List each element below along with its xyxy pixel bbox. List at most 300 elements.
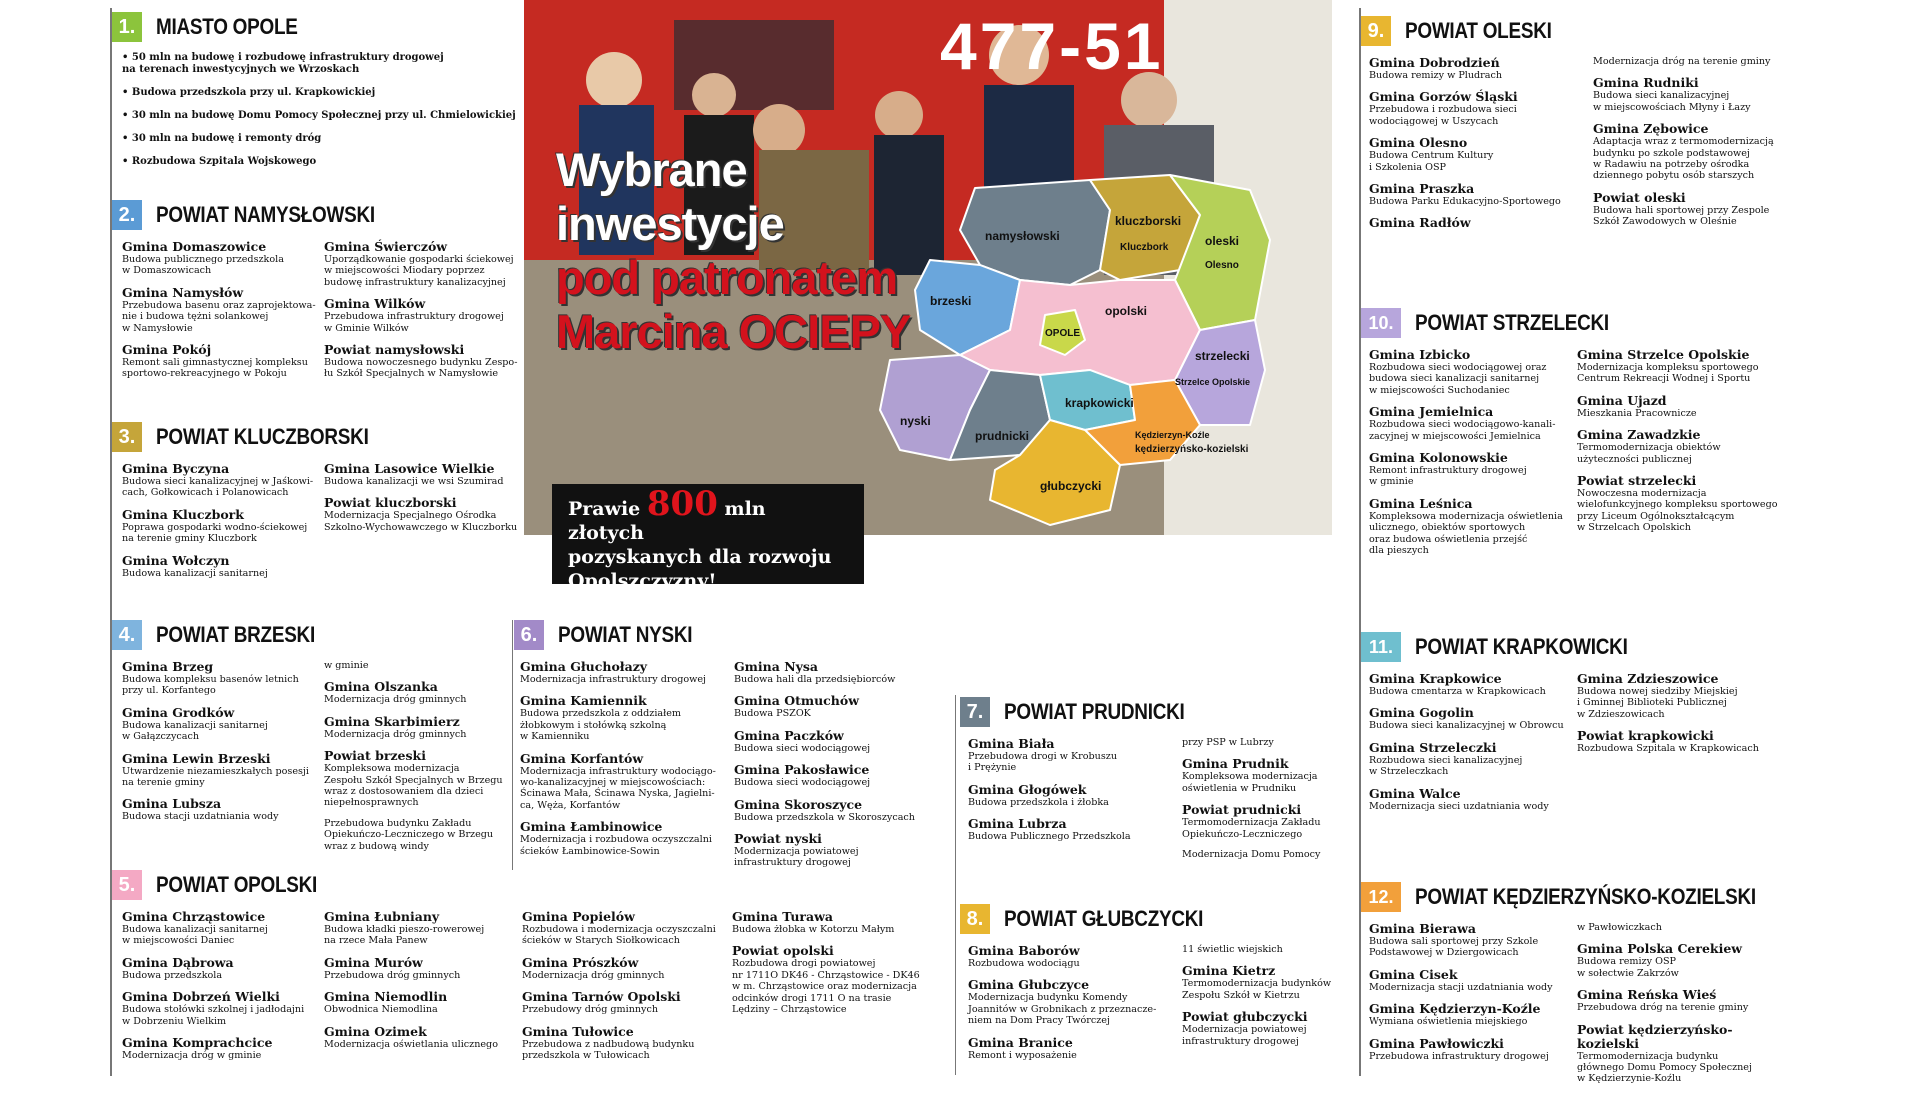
municipality-name: Gmina Popielów bbox=[522, 909, 635, 924]
investment-entry bbox=[734, 763, 939, 788]
municipality-name: Gmina Skoroszyce bbox=[734, 796, 863, 812]
map-label-nyski: nyski bbox=[900, 414, 931, 428]
investment-description: Budowa przedszkola i żłobka bbox=[968, 796, 1109, 808]
investment-entry bbox=[122, 990, 322, 1027]
entries-column bbox=[324, 240, 524, 389]
investment-entry bbox=[1577, 394, 1782, 419]
map-label-kedzierzynsko-kozielski: kędzierzyńsko-kozielski bbox=[1135, 444, 1249, 455]
section-title: POWIAT KĘDZIERZYŃSKO-KOZIELSKI bbox=[1415, 884, 1756, 909]
investment-entry bbox=[1369, 182, 1591, 207]
investment-description: Budowa sieci kanalizacyjnej w Obrowcu bbox=[1369, 720, 1564, 732]
info-number: 800 bbox=[646, 484, 718, 524]
investment-entry bbox=[1369, 136, 1591, 173]
map-label-strzelecki: strzelecki bbox=[1195, 349, 1250, 363]
entries-column bbox=[122, 660, 322, 832]
investment-entry bbox=[522, 1025, 727, 1062]
investment-entry bbox=[122, 554, 322, 579]
municipality-name: Gmina Chrząstowice bbox=[122, 909, 266, 924]
investment-description: Remont i wyposażenie bbox=[968, 1049, 1077, 1061]
investment-description: Uporządkowanie gospodarki ściekowej w miejscowości Miodary poprzez budowę infrastruktury kanalizacyjnej bbox=[324, 254, 514, 288]
investment-description: Przebudowy dróg gminnych bbox=[522, 1004, 659, 1016]
municipality-name: Gmina Nysa bbox=[734, 659, 819, 674]
funding-infobox bbox=[552, 484, 864, 592]
section-title: POWIAT OLESKI bbox=[1405, 18, 1552, 43]
section-title: POWIAT GŁUBCZYCKI bbox=[1004, 906, 1204, 931]
map-label-krapkowicki: krapkowicki bbox=[1065, 396, 1134, 410]
entries-column bbox=[122, 240, 322, 389]
investment-description: Budowa kompleksu basenów letnich przy ul. Korfantego bbox=[122, 674, 299, 697]
investment-description: Remont infrastruktury drogowej w gminie bbox=[1369, 465, 1527, 488]
bullet-item: • Budowa przedszkola przy ul. Krapkowickiej bbox=[122, 87, 542, 99]
entries-column bbox=[732, 910, 937, 1024]
investment-description: Nowoczesna modernizacja wielofunkcyjnego kompleksu sportowego przy Liceum Ogólnokształcącym w Strzelcach Opolskich bbox=[1577, 488, 1778, 534]
investment-entry bbox=[1369, 672, 1574, 697]
investment-entry bbox=[1577, 1023, 1782, 1085]
bullet-item: • Rozbudowa Szpitala Wojskowego bbox=[122, 156, 542, 168]
section-oleski bbox=[1361, 14, 1774, 231]
investment-description: Modernizacja dróg w gminie bbox=[122, 1050, 262, 1062]
map-label-opolski: opolski bbox=[1105, 304, 1148, 318]
map-label-prudnicki: prudnicki bbox=[975, 429, 1030, 443]
entries-column bbox=[1369, 922, 1574, 1071]
investment-description: Kompleksowa modernizacja Zespołu Szkół Specjalnych w Brzegu wraz z dostosowaniem dla dzieci niepełnosprawnych bbox=[324, 763, 503, 809]
investment-entry bbox=[122, 462, 322, 499]
investment-description: Modernizacja stacji uzdatniania wody bbox=[1369, 981, 1553, 993]
investment-description: Termomodernizacja budynku głównego Domu Pomocy Społecznej w Kędzierzynie-Koźlu bbox=[1577, 1050, 1752, 1085]
investment-description: Termomodernizacja budynków Zespołu Szkół w Kietrzu bbox=[1182, 978, 1332, 1001]
municipality-name: Powiat krapkowicki bbox=[1577, 728, 1714, 744]
investment-description: Rozbudowa Szpitala w Krapkowicach bbox=[1577, 743, 1759, 755]
entries-column bbox=[324, 660, 524, 861]
investment-entry bbox=[324, 297, 524, 334]
municipality-name: Gmina Głuchołazy bbox=[520, 659, 648, 674]
investment-entry bbox=[324, 496, 524, 533]
investment-entry bbox=[734, 660, 939, 685]
investment-entry bbox=[1369, 56, 1591, 81]
section-miasto-opole bbox=[112, 10, 542, 179]
map-label-oleski: oleski bbox=[1205, 234, 1240, 248]
investment-entry bbox=[734, 729, 939, 754]
section-number-badge: 10. bbox=[1361, 308, 1401, 338]
investment-entry bbox=[734, 694, 939, 719]
investment-entry bbox=[1369, 741, 1574, 778]
section-brzeski bbox=[112, 618, 503, 852]
investment-entry bbox=[1369, 451, 1574, 488]
investment-description: Modernizacja kompleksu sportowego Centrum Rekreacji Wodnej i Sportu bbox=[1577, 362, 1759, 385]
investment-entry bbox=[122, 752, 322, 789]
investment-description: Budowa sieci wodociągowej bbox=[734, 777, 871, 789]
headline-line-4: Marcina OCIEPY bbox=[556, 305, 911, 358]
municipality-name: Gmina Olesno bbox=[1369, 135, 1468, 151]
municipality-name: Gmina Bierawa bbox=[1369, 921, 1477, 936]
prudnicki-divider bbox=[955, 695, 956, 1075]
investment-description: Modernizacja powiatowej infrastruktury drogowej bbox=[734, 846, 859, 869]
entries-column bbox=[1577, 348, 1782, 543]
map-label-namyslowski: namysłowski bbox=[985, 229, 1060, 243]
municipality-name: Gmina Wilków bbox=[324, 296, 426, 312]
investment-entry bbox=[324, 462, 524, 487]
section-strzelecki bbox=[1361, 306, 1778, 557]
investment-entry bbox=[1369, 348, 1574, 396]
map-label-kluczborski: kluczborski bbox=[1115, 214, 1182, 228]
municipality-name: Gmina Leśnica bbox=[1369, 495, 1473, 511]
municipality-name: Gmina Niemodlin bbox=[324, 989, 448, 1005]
investment-entry bbox=[968, 783, 1168, 808]
investment-entry bbox=[1182, 964, 1382, 1001]
investment-description: Wymiana oświetlenia miejskiego bbox=[1369, 1016, 1528, 1028]
investment-description: Obwodnica Niemodlina bbox=[324, 1004, 438, 1016]
investment-entry bbox=[968, 978, 1168, 1026]
municipality-name: Gmina Świerczów bbox=[324, 239, 448, 254]
bullet-item: • 50 mln na budowę i rozbudowę infrastruktury drogowej na terenach inwestycyjnych we Wrzoskach bbox=[122, 52, 542, 76]
municipality-name: Gmina Reńska Wieś bbox=[1577, 987, 1717, 1003]
section-number-badge: 6. bbox=[514, 620, 544, 650]
map-label-kedzierzyn-kozle: Kędzierzyn-Koźle bbox=[1135, 430, 1210, 440]
investment-entry bbox=[522, 990, 727, 1015]
investment-entry bbox=[1369, 405, 1574, 442]
municipality-name: Powiat namysłowski bbox=[324, 342, 465, 358]
municipality-name: Gmina Biała bbox=[968, 736, 1055, 751]
investment-description: Kompleksowa modernizacja oświetlenia w Prudniku bbox=[1182, 771, 1318, 794]
investment-entry bbox=[324, 715, 524, 740]
municipality-name: Gmina Lubsza bbox=[122, 796, 222, 812]
section-header bbox=[1361, 14, 1575, 48]
section-header bbox=[514, 618, 714, 652]
municipality-name: Gmina Lewin Brzeski bbox=[122, 750, 271, 766]
investment-description: Budowa sieci kanalizacyjnej w Jaśkowi- cach, Gołkowicach i Polanowicach bbox=[122, 476, 314, 499]
investment-entry bbox=[1369, 706, 1574, 731]
bullet-list bbox=[122, 52, 542, 168]
investment-description: Budowa hali sportowej przy Zespole Szkół Zawodowych w Oleśnie bbox=[1593, 204, 1770, 228]
info-line-2: pozyskanych dla rozwoju bbox=[568, 546, 832, 568]
section-krapkowicki bbox=[1361, 630, 1759, 812]
investment-description: Budowa stacji uzdatniania wody bbox=[122, 811, 279, 823]
map-label-brzeski: brzeski bbox=[930, 294, 972, 308]
investment-entry bbox=[1182, 1010, 1382, 1047]
map-label-opole: OPOLE bbox=[1045, 328, 1081, 339]
municipality-name: Gmina Otmuchów bbox=[734, 693, 859, 709]
entries-column bbox=[1577, 672, 1782, 764]
section-header bbox=[112, 618, 341, 652]
municipality-name: Gmina Zawadzkie bbox=[1577, 427, 1701, 443]
municipality-name: Gmina Praszka bbox=[1369, 181, 1475, 197]
investment-entry bbox=[520, 820, 725, 857]
investment-description: Budowa przedszkola z oddziałem żłobkowym i stołówką szkolną w Kamienniku bbox=[520, 708, 682, 743]
investment-description: Budowa hali dla przedsiębiorców bbox=[734, 674, 896, 685]
municipality-name: Gmina Pokój bbox=[122, 342, 212, 358]
truck-number: 477-51 bbox=[940, 9, 1164, 83]
municipality-name: Gmina Byczyna bbox=[122, 461, 230, 476]
entries-column bbox=[324, 910, 524, 1059]
investment-description: Modernizacja powiatowej infrastruktury drogowej bbox=[1182, 1024, 1307, 1047]
investment-entry bbox=[122, 706, 322, 743]
investment-description: Modernizacja i rozbudowa oczyszczalni ścieków Łambinowice-Sowin bbox=[520, 834, 712, 857]
municipality-name: Gmina Kietrz bbox=[1182, 963, 1276, 979]
section-header bbox=[1361, 880, 1811, 914]
investment-entry bbox=[1182, 803, 1382, 840]
investment-entry bbox=[324, 660, 524, 671]
municipality-name: Gmina Zębowice bbox=[1593, 121, 1709, 137]
investment-description: Rozbudowa sieci kanalizacyjnej w Strzeleczkach bbox=[1369, 754, 1523, 778]
section-nyski bbox=[514, 618, 915, 869]
municipality-name: Gmina Turawa bbox=[732, 909, 833, 924]
municipality-name: Gmina Olszanka bbox=[324, 679, 438, 695]
investment-entry bbox=[324, 343, 524, 380]
section-header bbox=[1361, 306, 1640, 340]
municipality-name: Powiat brzeski bbox=[324, 748, 426, 764]
headline-line-3: pod patronatem bbox=[556, 251, 898, 304]
investment-entry bbox=[1369, 90, 1591, 127]
investment-description: Modernizacja dróg na terenie gminy bbox=[1593, 56, 1771, 67]
investment-entry bbox=[1369, 787, 1574, 812]
investment-entry bbox=[1577, 474, 1782, 534]
entries-column bbox=[1593, 56, 1815, 237]
municipality-name: Gmina Krapkowice bbox=[1369, 671, 1502, 686]
municipality-name: Gmina Izbicko bbox=[1369, 347, 1471, 362]
investment-entry bbox=[122, 508, 322, 545]
investment-entry bbox=[1369, 497, 1574, 557]
investment-entry bbox=[1182, 757, 1382, 794]
investment-entry bbox=[1577, 428, 1782, 465]
municipality-name: Gmina Prószków bbox=[522, 954, 639, 970]
municipality-name: Gmina Gogolin bbox=[1369, 705, 1474, 721]
section-title: POWIAT KRAPKOWICKI bbox=[1415, 634, 1628, 659]
investment-entry bbox=[1577, 729, 1782, 754]
investment-entry bbox=[522, 910, 727, 947]
municipality-name: Gmina Strzelce Opolskie bbox=[1577, 347, 1750, 362]
bullet-item: • 30 mln na budowę Domu Pomocy Społecznej przy ul. Chmielowickiej bbox=[122, 110, 542, 122]
investment-description: Budowa sieci kanalizacyjnej w miejscowościach Młyny i Łazy bbox=[1593, 90, 1751, 113]
investment-entry bbox=[968, 737, 1168, 774]
section-title: POWIAT NAMYSŁOWSKI bbox=[156, 202, 375, 227]
investment-description: Budowa sali sportowej przy Szkole Podstawowej w Dziergowicach bbox=[1369, 936, 1539, 959]
investment-entry bbox=[122, 286, 322, 334]
map-label-kluczbork: Kluczbork bbox=[1120, 242, 1169, 253]
section-title: POWIAT PRUDNICKI bbox=[1004, 699, 1185, 724]
investment-description: Budowa PSZOK bbox=[734, 708, 811, 720]
investment-description: Budowa kanalizacji we wsi Szumirad bbox=[324, 476, 504, 487]
investment-description: Termomodernizacja Zakładu Opiekuńczo-Leczniczego bbox=[1182, 817, 1321, 840]
investment-entry bbox=[1369, 1037, 1574, 1062]
investment-description: Kompleksowa modernizacja oświetlenia ulicznego, obiektów sportowych oraz budowa oświetlenia przejść dla pieszych bbox=[1369, 510, 1563, 557]
investment-description: Modernizacja dróg gminnych bbox=[324, 728, 467, 740]
info-pre: Prawie bbox=[568, 498, 647, 520]
entries-column bbox=[122, 910, 322, 1070]
investment-entry bbox=[1593, 191, 1815, 228]
investment-description: Przebudowa z nadbudową budynku przedszkola w Tułowicach bbox=[522, 1038, 695, 1062]
investment-entry bbox=[324, 910, 524, 947]
investment-description: Poprawa gospodarki wodno-ściekowej na terenie gminy Kluczbork bbox=[122, 521, 308, 545]
investment-description: Przebudowa dróg gminnych bbox=[324, 969, 461, 981]
entries-column bbox=[1577, 922, 1782, 1094]
map-label-glubczycki: głubczycki bbox=[1040, 479, 1102, 493]
investment-description: Budowa nowej siedziby Miejskiej i Gminnej Biblioteki Publicznej w Zdzieszowicach bbox=[1577, 686, 1738, 720]
section-title: MIASTO OPOLE bbox=[156, 14, 298, 39]
section-kedzierzynsko-kozielski bbox=[1361, 880, 1811, 1085]
municipality-name: Gmina Namysłów bbox=[122, 284, 244, 300]
investment-description: Budowa cmentarza w Krapkowicach bbox=[1369, 686, 1546, 697]
municipality-name: Gmina Domaszowice bbox=[122, 239, 267, 254]
section-prudnicki bbox=[960, 695, 1321, 861]
investment-entry bbox=[122, 343, 322, 380]
municipality-name: Gmina Polska Cerekiew bbox=[1577, 941, 1743, 957]
investment-description: Modernizacja infrastruktury drogowej bbox=[520, 674, 706, 685]
municipality-name: Gmina Pakosławice bbox=[734, 762, 870, 778]
investment-description: Modernizacja oświetlania ulicznego bbox=[324, 1038, 498, 1050]
investment-entry bbox=[1182, 737, 1382, 748]
right-column-divider bbox=[1359, 8, 1361, 1076]
investment-description: Rozbudowa sieci wodociągowo-kanali- zacyjnej w miejscowości Jemielnica bbox=[1369, 419, 1556, 442]
investment-entry bbox=[324, 956, 524, 981]
municipality-name: Gmina Paczków bbox=[734, 727, 844, 743]
investment-entry bbox=[732, 910, 937, 935]
investment-description: w gminie bbox=[324, 660, 369, 671]
municipality-name: Gmina Skarbimierz bbox=[324, 713, 460, 729]
municipality-name: Gmina Dąbrowa bbox=[122, 954, 234, 970]
section-number-badge: 9. bbox=[1361, 16, 1391, 46]
municipality-name: Powiat prudnicki bbox=[1182, 802, 1302, 818]
municipality-name: Gmina Brzeg bbox=[122, 659, 214, 674]
investment-description: Modernizacja budynku Komendy Joannitów w Grobnikach z przeznacze- niem na Dom Pracy Twórczej bbox=[968, 992, 1157, 1027]
investment-entry bbox=[1577, 672, 1782, 720]
map-label-strzelce-opolskie: Strzelce Opolskie bbox=[1175, 377, 1251, 387]
municipality-name: Gmina Tarnów Opolski bbox=[522, 989, 681, 1005]
investment-description: Budowa Parku Edukacyjno-Sportowego bbox=[1369, 196, 1561, 208]
investment-description: Modernizacja infrastruktury wodociągo- wo-kanalizacyjnej w miejscowościach: Ścinawa Mała, Ścinawa Nyska, Jagielni- ca, Węża, Korfantów bbox=[520, 765, 716, 811]
investment-entry bbox=[1593, 56, 1815, 67]
investment-description: Przebudowa i rozbudowa sieci wodociągowej w Uszycach bbox=[1369, 104, 1517, 127]
section-header bbox=[1361, 630, 1662, 664]
investment-entry bbox=[968, 944, 1168, 969]
investment-entry bbox=[122, 1036, 322, 1061]
investment-description: Rozbudowa i modernizacja oczyszczalni ścieków w Starych Siołkowicach bbox=[522, 924, 716, 947]
investment-description: Budowa kanalizacji sanitarnej bbox=[122, 567, 268, 579]
municipality-name: Gmina Komprachcice bbox=[122, 1035, 273, 1051]
investment-description: Modernizacja Domu Pomocy bbox=[1182, 849, 1321, 861]
municipality-name: Gmina Kolonowskie bbox=[1369, 450, 1508, 466]
municipality-name: Powiat oleski bbox=[1593, 189, 1686, 205]
municipality-name: Gmina Tułowice bbox=[522, 1023, 634, 1039]
section-glubczycki bbox=[960, 902, 1332, 1061]
investment-entry bbox=[1593, 122, 1815, 182]
municipality-name: Gmina Kluczbork bbox=[122, 506, 244, 522]
investment-description: Budowa przedszkola w Skoroszycach bbox=[734, 811, 915, 823]
investment-entry bbox=[324, 749, 524, 809]
investment-description: Budowa kanalizacji sanitarnej w Gałązczycach bbox=[122, 719, 268, 743]
municipality-name: Gmina Głogówek bbox=[968, 781, 1087, 797]
investment-entry bbox=[122, 240, 322, 277]
info-post: mln złotych bbox=[568, 498, 766, 544]
investment-entry bbox=[732, 944, 937, 1015]
investment-description: w Pawłowiczkach bbox=[1577, 922, 1662, 933]
entries-column bbox=[522, 910, 727, 1070]
investment-entry bbox=[968, 817, 1168, 842]
investment-description: Remont sali gimnastycznej kompleksu sportowo-rekreacyjnego w Pokoju bbox=[122, 357, 308, 380]
municipality-name: Gmina Zdzieszowice bbox=[1577, 671, 1719, 686]
municipality-name: Gmina Kamiennik bbox=[520, 693, 647, 709]
municipality-name: Gmina Lasowice Wielkie bbox=[324, 461, 495, 476]
investment-description: Mieszkania Pracownicze bbox=[1577, 407, 1697, 419]
municipality-name: Gmina Dobrodzień bbox=[1369, 55, 1500, 70]
section-header bbox=[112, 10, 542, 44]
section-number-badge: 12. bbox=[1361, 882, 1401, 912]
municipality-name: Gmina Gorzów Śląski bbox=[1369, 89, 1518, 105]
headline-line-2: inwestycje bbox=[556, 197, 784, 250]
section-title: POWIAT OPOLSKI bbox=[156, 872, 318, 897]
municipality-name: Gmina Radłów bbox=[1369, 215, 1471, 231]
investment-entry bbox=[1577, 942, 1782, 979]
section-header bbox=[112, 420, 403, 454]
investment-description: Modernizacja dróg gminnych bbox=[324, 694, 467, 706]
entries-column bbox=[324, 462, 524, 542]
investment-entry bbox=[122, 660, 322, 697]
poster-headline bbox=[556, 143, 910, 359]
investment-entry bbox=[122, 797, 322, 822]
investment-entry bbox=[1369, 922, 1574, 959]
headline-line-1: Wybrane bbox=[556, 143, 747, 196]
section-header bbox=[112, 868, 343, 902]
investment-entry bbox=[1369, 216, 1591, 230]
bullet-item: • 30 mln na budowę i remonty dróg bbox=[122, 133, 542, 145]
municipality-name: Gmina Prudnik bbox=[1182, 756, 1289, 772]
municipality-name: Gmina Kędzierzyn-Koźle bbox=[1369, 1001, 1541, 1017]
entries-column bbox=[1369, 672, 1574, 821]
investment-description: Rozbudowa drogi powiatowej nr 1711O DK46 - Chrząstowice - DK46 w m. Chrząstowice oraz modernizacja odcinków drogi 1711 O na trasie Lędziny – Chrząstowice bbox=[732, 958, 920, 1016]
municipality-name: Gmina Cisek bbox=[1369, 966, 1458, 982]
section-title: POWIAT NYSKI bbox=[558, 622, 693, 647]
municipality-name: Gmina Baborów bbox=[968, 943, 1080, 958]
investment-description: Budowa Centrum Kultury i Szkolenia OSP bbox=[1369, 150, 1494, 173]
investment-description: Modernizacja sieci uzdatniania wody bbox=[1369, 800, 1549, 812]
investment-entry bbox=[1577, 922, 1782, 933]
investment-entry bbox=[734, 832, 939, 869]
municipality-name: Gmina Korfantów bbox=[520, 750, 644, 766]
section-title: POWIAT KLUCZBORSKI bbox=[156, 424, 369, 449]
investment-description: Modernizacja Specjalnego Ośrodka Szkolno-Wychowawczego w Kluczborku bbox=[324, 510, 518, 533]
investment-entry bbox=[324, 1025, 524, 1050]
entries-column bbox=[520, 660, 725, 866]
investment-description: Przebudowa drogi w Krobuszu i Prężynie bbox=[968, 751, 1118, 774]
section-number-badge: 1. bbox=[112, 12, 142, 42]
entries-column bbox=[1182, 737, 1382, 869]
section-number-badge: 5. bbox=[112, 870, 142, 900]
municipality-name: Powiat kędzierzyńsko-kozielski bbox=[1577, 1021, 1733, 1051]
municipality-name: Gmina Wołczyn bbox=[122, 552, 230, 568]
section-number-badge: 11. bbox=[1361, 632, 1401, 662]
investment-description: Przebudowa infrastruktury drogowej w Gminie Wilków bbox=[324, 311, 504, 334]
investment-entry bbox=[522, 956, 727, 981]
section-number-badge: 2. bbox=[112, 200, 142, 230]
investment-description: Przebudowa infrastruktury drogowej bbox=[1369, 1050, 1549, 1062]
municipality-name: Gmina Łubniany bbox=[324, 909, 440, 924]
municipality-name: Gmina Dobrzeń Wielki bbox=[122, 989, 280, 1005]
investment-description: Budowa nowoczesnego budynku Zespo- łu Szkół Specjalnych w Namysłowie bbox=[324, 357, 518, 380]
investment-description: Przebudowa basenu oraz zaprojektowa- nie i budowa tężni solankowej w Namysłowie bbox=[122, 299, 316, 334]
entries-column bbox=[1182, 944, 1382, 1056]
investment-entry bbox=[1577, 348, 1782, 385]
investment-description: Budowa publicznego przedszkola w Domaszowicach bbox=[122, 254, 284, 277]
investment-description: Budowa remizy OSP w sołectwie Zakrzów bbox=[1577, 956, 1679, 979]
section-number-badge: 3. bbox=[112, 422, 142, 452]
municipality-name: Powiat strzelecki bbox=[1577, 473, 1697, 489]
entries-column bbox=[1369, 56, 1591, 239]
section-kluczborski bbox=[112, 420, 518, 579]
investment-entry bbox=[122, 910, 322, 947]
entries-column bbox=[734, 660, 939, 878]
investment-description: Przebudowa dróg na terenie gminy bbox=[1577, 1002, 1749, 1014]
map-label-olesno: Olesno bbox=[1205, 260, 1239, 271]
investment-entry bbox=[122, 956, 322, 981]
